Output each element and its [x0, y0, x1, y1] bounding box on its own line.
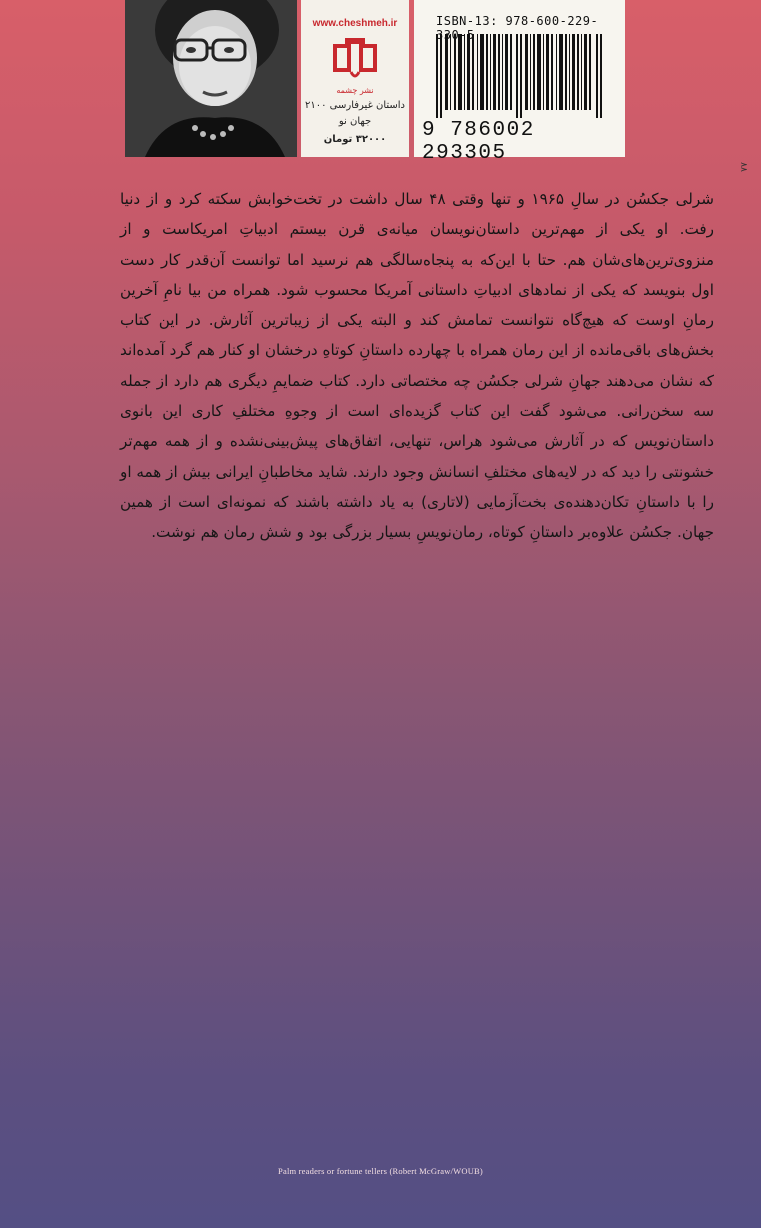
publisher-url: www.cheshmeh.ir: [312, 18, 398, 29]
publisher-imprint: نشر چشمه: [336, 86, 374, 95]
price: ۳۲۰۰۰ تومان: [323, 134, 387, 145]
author-photo: [125, 0, 297, 157]
barcode-digits: 9 786002 293305: [422, 119, 535, 165]
top-band: [0, 0, 761, 165]
isbn-label: ISBN-13: 978-600-229-330-5: [436, 14, 599, 42]
publisher-logo-icon: [331, 34, 379, 86]
publisher-box: [301, 0, 409, 157]
barcode-box: [414, 0, 625, 165]
series-label: داستان غیرفارسی ۲۱۰۰: [305, 100, 405, 111]
edge-mark: ۸۸: [737, 162, 748, 172]
back-cover-blurb: شرلی جکسُن در سالِ ۱۹۶۵ و تنها وقتی ۴۸ سال داشت در تخت‌خوابش سکته کرد و از دنیا رفت. او یکی از مهم‌ترین داستان‌نویسان میانه‌ی قرن بیستم ادبیاتِ امریکاست و از منزوی‌ترین‌های‌شان هم. حتا با این‌که به پنجاه‌سالگی هم نرسید اما توانست آن‌قدر کار دست اول بنویسد که یکی از نمادهای ادبیاتِ داستانی آمریکا محسوب شود. همراه من بیا نامِ آخرین رمانِ اوست که هیچ‌گاه نتوانست تمامش کند و البته یکی از زیباترین آثارش. در این کتاب بخش‌های باقی‌مانده از این رمان همراه با چهارده داستانِ کوتاهِ درخشان او کنار هم گرد آمده‌اند که نشان می‌دهند جهانِ شرلی جکسُن چه مختصاتی دارد. کتاب ضمایمِ دیگری هم دارد از جمله سه سخن‌رانی. می‌شود گفت این کتاب گزیده‌ای است از وجوهِ مختلفِ کاری این بانوی داستان‌نویس که در آثارش می‌شود هراس، تنهایی، اتفاق‌های پیش‌بینی‌نشده و از همه مهم‌تر خشونتی را دید که در لایه‌های مختلفِ انسانش وجود دارند. شاید مخاطبانِ ایرانی بیش از همه او را با داستانِ تکان‌دهنده‌ی بخت‌آزمایی (لاتاری) به یاد داشته باشند که نمونه‌ای است از همین جهان. جکسُن علاوه‌بر داستانِ کوتاه، رمان‌نویسِ بسیار بزرگی بود و شش رمان هم نوشت.: [120, 190, 715, 542]
series-name: جهان نو: [338, 116, 372, 127]
barcode-icon: [436, 34, 604, 118]
cover-image-credit: Palm readers or fortune tellers (Robert McGraw/WOUB): [278, 1166, 483, 1176]
